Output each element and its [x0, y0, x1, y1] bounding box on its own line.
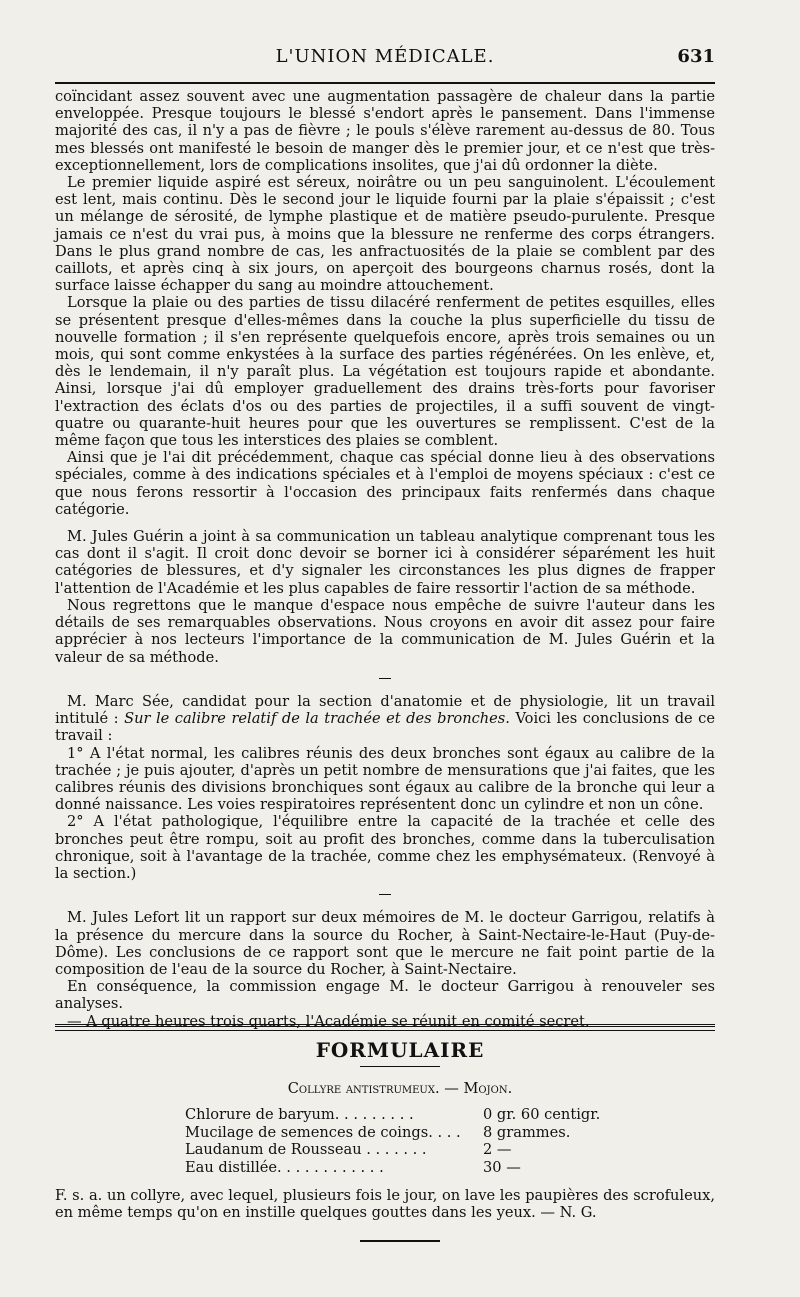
conclusion-item: 2° A l'état pathologique, l'équilibre entre la capacité de la trachée et celle des bronches peut être rompu, soit au profit des bronches, comme dans la tuberculisation chronique, soit à l'avantage de la trachée, comme chez les emphysémateux. (Renvoyé à la section.) — [55, 813, 715, 882]
running-head — [55, 46, 715, 74]
ingredient-row — [185, 1159, 545, 1177]
page-number: 631 — [677, 46, 715, 67]
paragraph-part: Voici les conclusions de ce travail : — [55, 710, 715, 745]
paragraph: M. Jules Guérin a joint à sa communication un tableau analytique comprenant tous les cas dont il s'agit. Il croit donc devoir se borner ici à considérer séparément les huit catégories de blessures, et d'y signaler les circonstances les plus dignes de frapper l'attention de l'Académie et les plus capables de faire ressortir l'action de sa méthode. — [55, 528, 715, 597]
ingredient-quantity: 8 grammes. — [483, 1123, 571, 1141]
header-rule — [55, 82, 715, 84]
ingredient-name: Laudanum de Rousseau . . . . . . . — [185, 1141, 427, 1158]
journal-title: L'UNION MÉDICALE. — [275, 46, 495, 67]
ingredient-quantity: 30 — — [483, 1158, 521, 1176]
recipe-title: Collyre antistrumeux. — Mojon. — [287, 1080, 513, 1097]
ingredient-name: Mucilage de semences de coings. . . . — [185, 1123, 461, 1141]
paragraph: Le premier liquide aspiré est séreux, noirâtre ou un peu sanguinolent. L'écoulement est lent, mais continu. Dès le second jour le liquide fourni par la plaie s'épaissit ; c'est un mélange de sérosité, de lymphe plastique et de matière pseudo-purulente. Presque jamais ce n'est du vrai pus, à moins que la blessure ne renferme des corps étrangers. Dans le plus grand nombre de cas, les anfractuosités de la plaie se comblent par des caillots, et après cinq à six jours, on aperçoit des bourgeons charnus rosés, dont la surface laisse échapper du sang au moindre attouchement. — [55, 174, 715, 295]
conclusion-item: 1° A l'état normal, les calibres réunis des deux bronches sont égaux au calibre de la trachée ; je puis ajouter, d'après un petit nombre de mensurations que j'ai faites, que les calibres réunis des divisions bronchiques sont égaux au calibre de la bronche qui leur a donné naissance. Les voies respiratoires représentent donc un cylindre et non un cône. — [55, 744, 715, 814]
ingredient-quantity: 0 gr. 60 centigr. — [483, 1106, 601, 1123]
paragraph: Nous regrettons que le manque d'espace nous empêche de suivre l'auteur dans les détails de ses remarquables observations. Nous croyons en avoir dit assez pour faire apprécier à nos lecteurs l'importance de la communication de M. Jules Guérin et la valeur de sa méthode. — [55, 596, 715, 666]
recipe-instructions: F. s. a. un collyre, avec lequel, plusieurs fois le jour, on lave les paupières des scrofuleux, en même temps qu'on en instille quelques gouttes dans les yeux. — N. G. — [55, 1187, 715, 1222]
ingredient-list — [185, 1106, 601, 1176]
formulaire-rule — [55, 1024, 715, 1031]
paragraph: — A quatre heures trois quarts, l'Académie se réunit en comité secret. — [67, 1012, 590, 1030]
section-separator — [55, 670, 715, 687]
title-underline — [360, 1066, 440, 1067]
paper-title: Sur le calibre relatif de la trachée et des bronches. — [124, 710, 510, 728]
paragraph: En conséquence, la commission engage M. le docteur Garrigou à renouveler ses analyses. — [55, 978, 715, 1013]
formulaire-title: FORMULAIRE — [315, 1038, 485, 1062]
article-body — [55, 88, 715, 1030]
ingredient-row — [185, 1141, 545, 1159]
ingredient-row — [185, 1106, 601, 1124]
paragraph-part: M. Marc Sée, candidat pour la section d'anatomie et de physiologie, lit un travail intitulé : — [55, 692, 715, 728]
ingredient-name: Eau distillée. . . . . . . . . . . . — [185, 1158, 384, 1176]
paragraph — [55, 693, 715, 745]
closing-rule — [360, 1240, 440, 1242]
paragraph: M. Jules Lefort lit un rapport sur deux mémoires de M. le docteur Garrigou, relatifs à la présence du mercure dans la source du Rocher, à Saint-Nectaire-le-Haut (Puy-de-Dôme). Les conclusions de ce rapport sont que le mercure ne fait point partie de la composition de l'eau de la source du Rocher, à Saint-Nectaire. — [55, 909, 715, 978]
section-separator — [55, 886, 715, 903]
paragraph: Ainsi que je l'ai dit précédemment, chaque cas spécial donne lieu à des observations spéciales, comme à des indications spéciales et à l'emploi de moyens spéciaux : c'est ce que nous ferons ressortir à l'occasion des principaux faits renfermés dans chaque catégorie. — [55, 449, 715, 518]
paragraph: coïncidant assez souvent avec une augmentation passagère de chaleur dans la partie enveloppée. Presque toujours le blessé s'endort après le pansement. Dans l'immense majorité des cas, il n'y a pas de fièvre ; le pouls s'élève rarement au-dessus de 80. Tous mes blessés ont manifesté le besoin de manger dès le premier jour, et ce n'est que très-exceptionnellement, lors de complications insolites, que j'ai dû ordonner la diète. — [55, 88, 715, 174]
ingredient-quantity: 2 — — [483, 1141, 512, 1158]
ingredient-row — [185, 1123, 571, 1142]
paragraph: Lorsque la plaie ou des parties de tissu dilacéré renferment de petites esquilles, elles se présentent presque d'elles-mêmes dans la couche la plus superficielle du tissu de nouvelle formation ; il s'en représente quelquefois encore, après trois semaines ou un mois, qui sont comme enkystées à la surface des parties régénérées. On les enlève, et, dès le lendemain, il n'y paraît plus. La végétation est toujours rapide et abondante. Ainsi, lorsque j'ai dû employer graduellement des drains très-forts pour favoriser l'extraction des éclats d'os ou des parties de projectiles, il a suffi souvent de vingt-quatre ou quarante-huit heures pour que les ouvertures se remplissent. C'est de la même façon que tous les interstices des plaies se comblent. — [55, 294, 715, 450]
ingredient-name: Chlorure de baryum. . . . . . . . . — [185, 1106, 414, 1123]
